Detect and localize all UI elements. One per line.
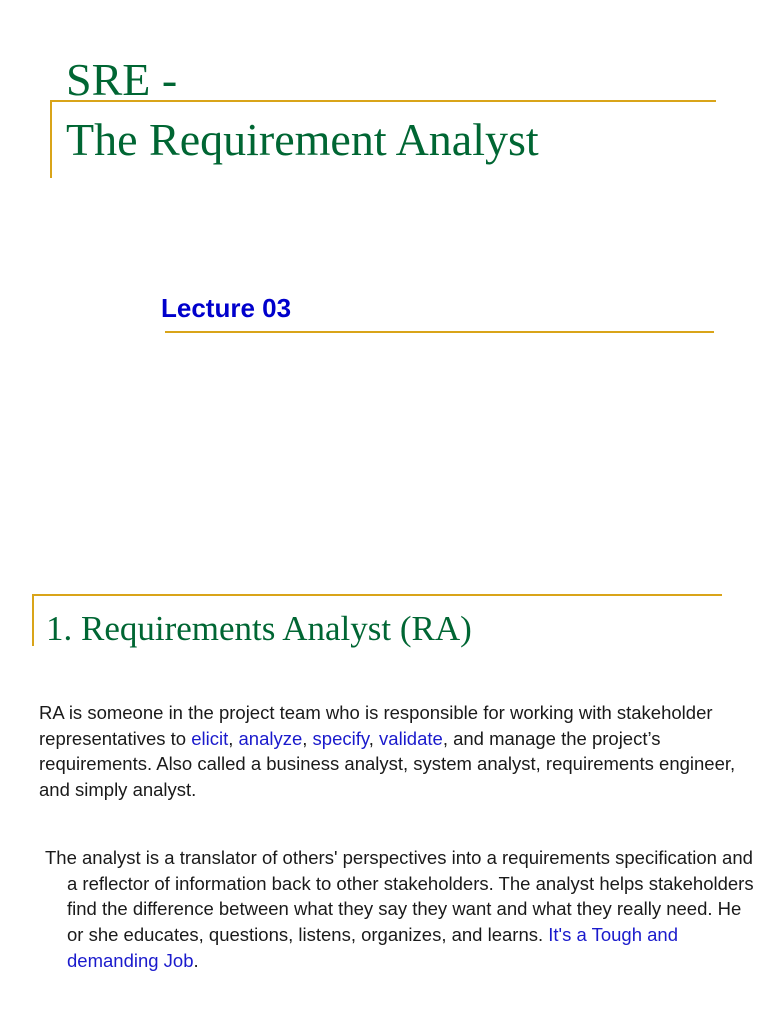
separator: ,	[228, 727, 239, 749]
keyword-analyze: analyze	[238, 727, 303, 749]
slide-title-line-1: SRE -	[66, 54, 178, 105]
keyword-specify: specify	[312, 727, 369, 749]
separator: ,	[368, 727, 380, 749]
section-top-rule	[32, 594, 722, 596]
tough-job-highlight: It's a Tough and demanding Job	[67, 924, 678, 971]
ra-definition-paragraph	[39, 700, 739, 803]
section-side-rule	[32, 594, 34, 646]
section-title: 1. Requirements Analyst (RA)	[46, 609, 472, 648]
slide-title-line-2: The Requirement Analyst	[66, 114, 539, 165]
title-side-rule	[50, 100, 52, 178]
separator: ,	[302, 727, 313, 749]
analyst-role-text: The analyst is a translator of others' perspectives into a requirements specification and a reflector of information back to other stakeholders. The analyst helps stakeholders find the difference between what they say they want and what they really need. He or she educates, questions, listens, organizes, and learns.	[45, 847, 754, 946]
ra-definition-intro: RA is someone in the project team who is responsible for working with stakeholder representatives to	[39, 702, 713, 749]
lecture-subtitle: Lecture 03	[161, 293, 292, 323]
slide-title	[66, 50, 539, 170]
subtitle-rule	[165, 331, 714, 333]
ra-definition-rest: , and manage the project’s requirements. Also called a business analyst, system analyst, requirements engineer, and simply analyst.	[39, 727, 736, 801]
keyword-validate: validate	[379, 727, 443, 749]
paragraph-end: .	[193, 949, 199, 971]
analyst-role-paragraph	[45, 845, 757, 974]
keyword-elicit: elicit	[191, 727, 229, 749]
